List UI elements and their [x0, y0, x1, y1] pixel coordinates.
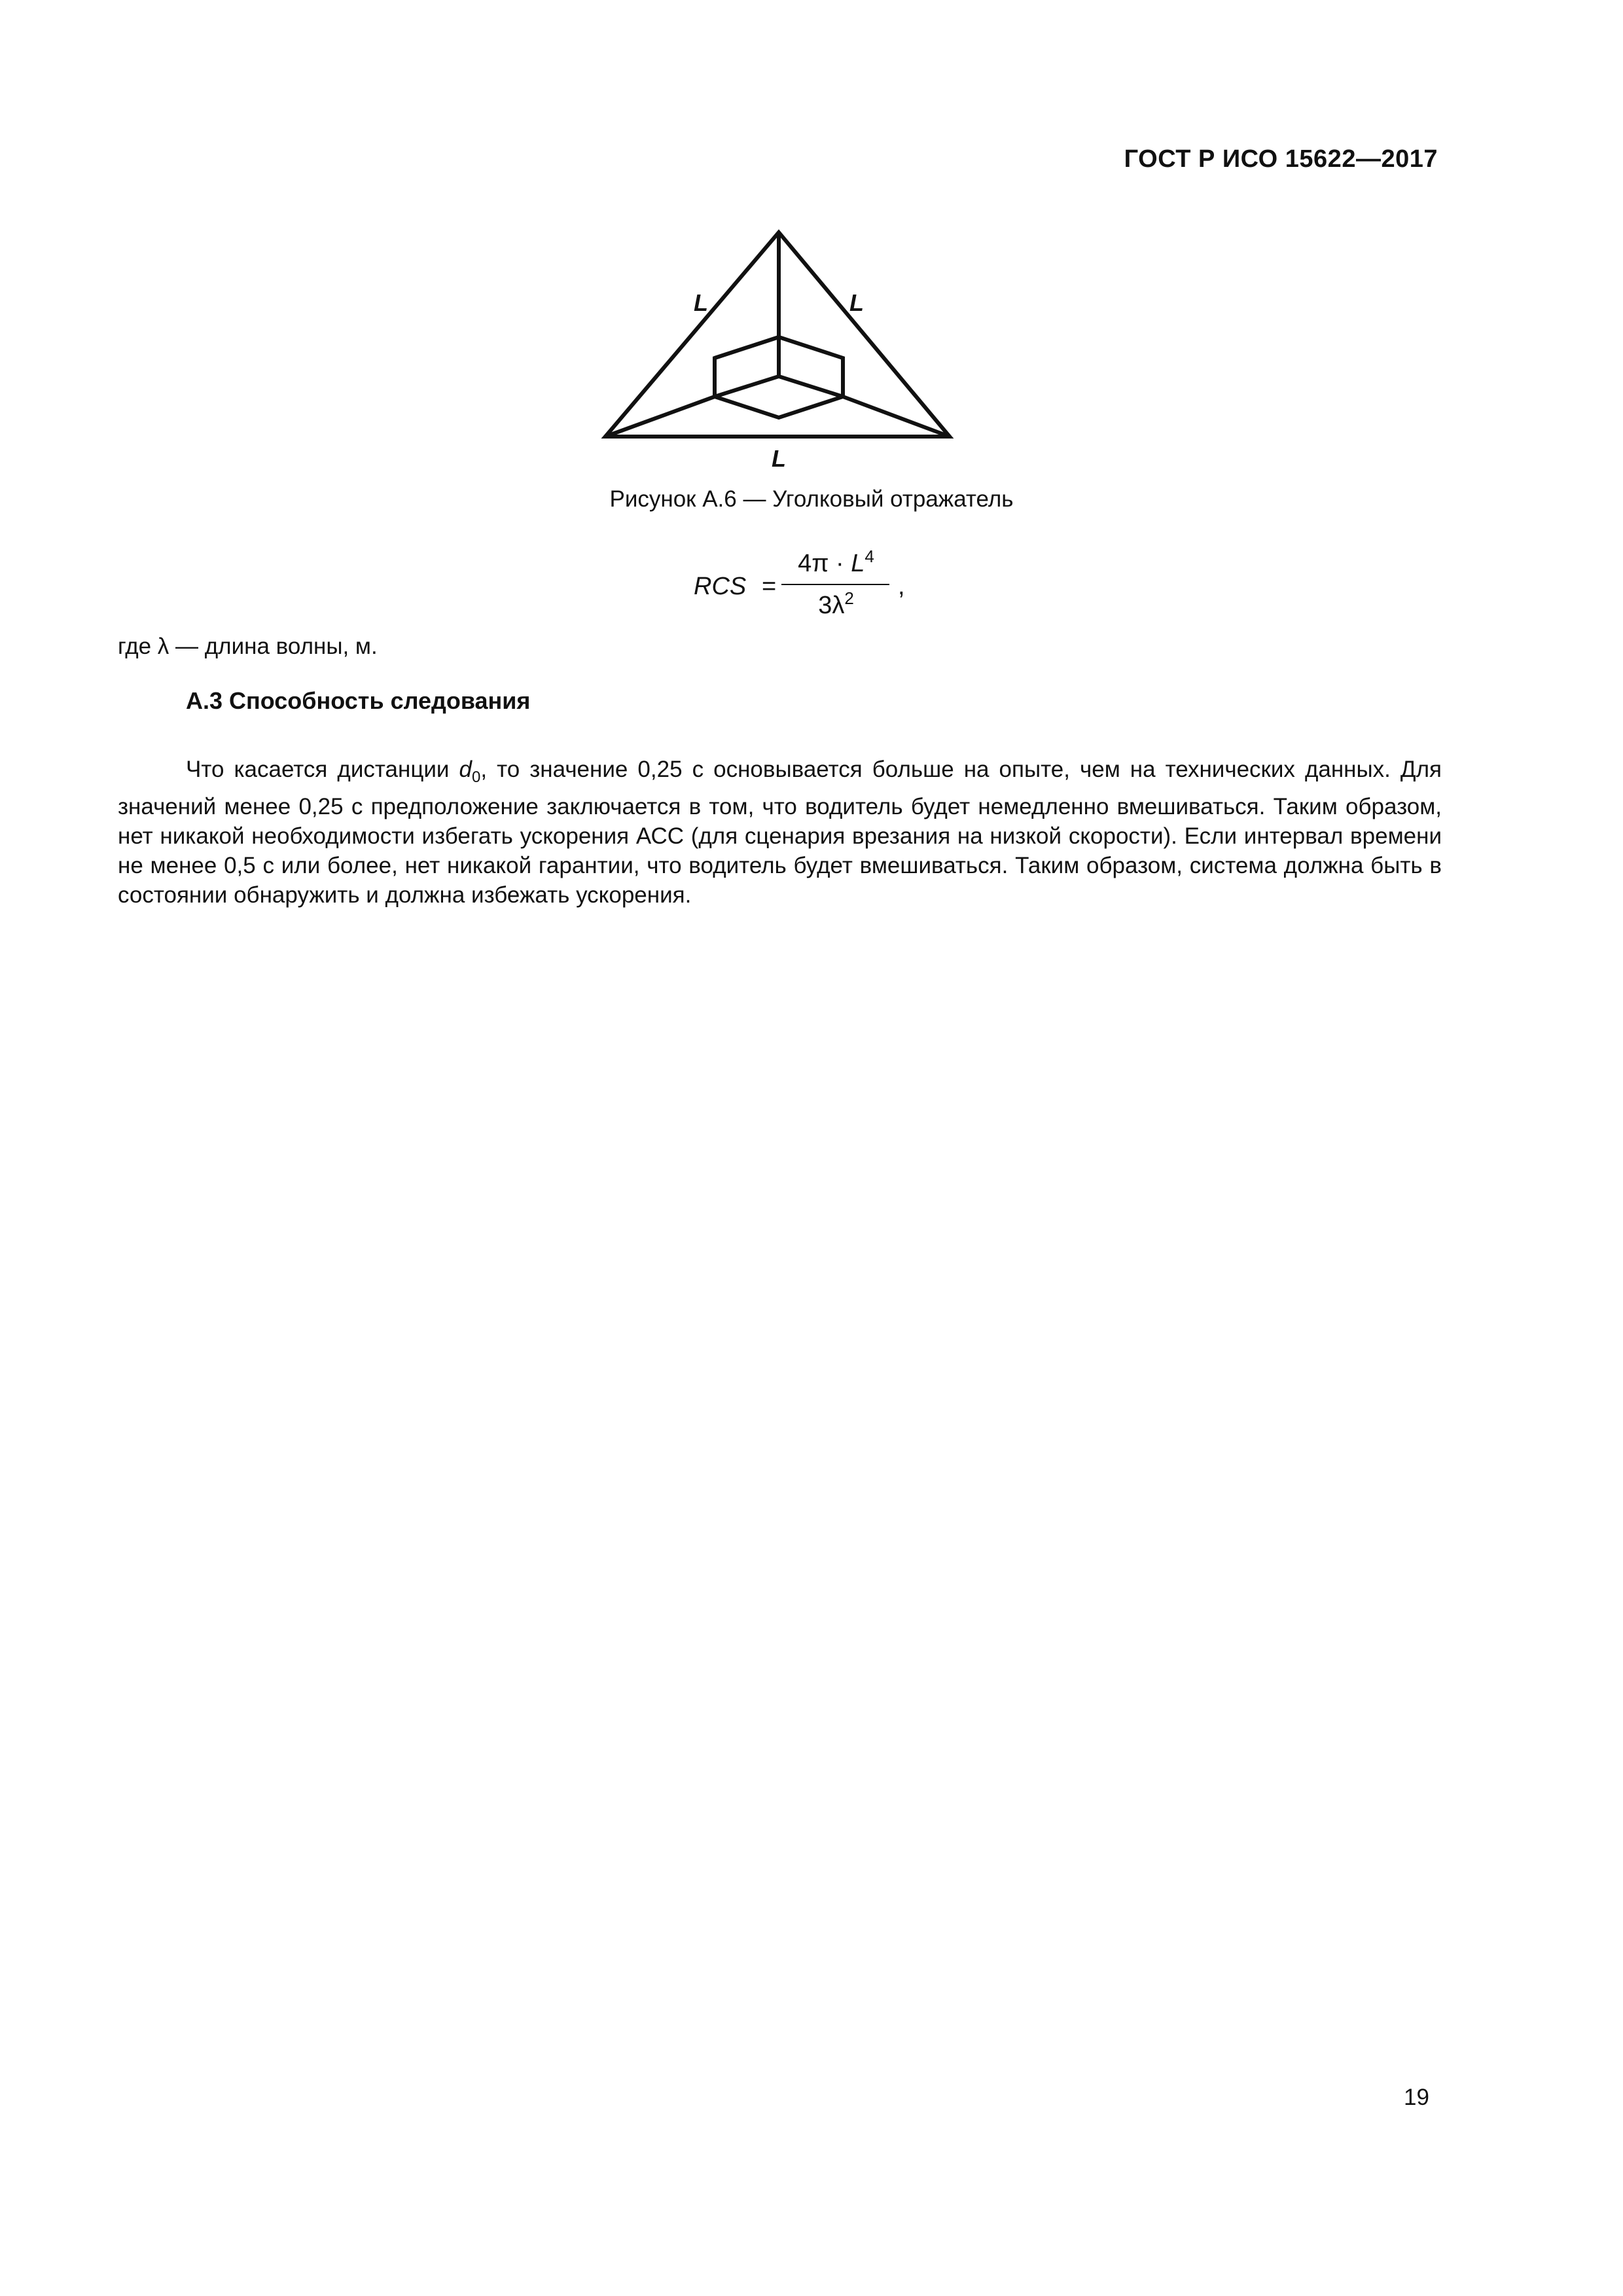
numerator-coefficient: 4π · [798, 550, 851, 577]
denominator-exponent: 2 [844, 588, 854, 608]
numerator-exponent: 4 [865, 547, 874, 566]
numerator-variable: L [851, 550, 865, 577]
section-heading: А.3 Способность следования [186, 687, 531, 714]
side-label-right: L [849, 289, 864, 316]
formula-denominator [785, 588, 887, 620]
formula-lhs: RCS [694, 573, 747, 600]
inner-edge-left [715, 337, 779, 358]
formula-equals: = [762, 573, 777, 600]
formula-explanation: где λ — длина волны, м. [118, 634, 378, 659]
figure-caption: Рисунок А.6 — Уголковый отражатель [609, 486, 1014, 512]
formula-numerator [785, 547, 887, 578]
page-number: 19 [1404, 2085, 1429, 2110]
side-label-left: L [694, 289, 708, 316]
fraction-bar [781, 584, 889, 585]
rcs-formula [694, 547, 942, 632]
formula-trailing-comma: , [898, 573, 905, 600]
paragraph-text-start: Что касается дистанции [186, 757, 459, 782]
body-paragraph [118, 755, 1442, 910]
inner-cube-edges [715, 376, 843, 397]
paragraph-variable: d [459, 757, 472, 782]
corner-reflector-diagram [589, 223, 969, 484]
document-header: ГОСТ Р ИСО 15622—2017 [1124, 145, 1438, 173]
paragraph-text-rest: , то значение 0,25 с основывается больше на опыте, чем на технических данных. Для значений менее 0,25 с предположение заключается в том, что водитель будет немедленно вмешиваться. Таким образом, нет никакой необходимости избегать ускорения АСС (для сценария врезания на низкой скорости). Если интервал времени не менее 0,5 с или более, нет никакой гарантии, что водитель будет вмешиваться. Таким образом, система должна быть в состоянии обнаружить и должна избежать ускорения. [118, 757, 1442, 908]
paragraph-subscript: 0 [471, 768, 481, 786]
side-label-bottom: L [772, 445, 786, 472]
corner-reflector-figure [589, 223, 969, 484]
denominator-base: 3λ [818, 592, 845, 619]
